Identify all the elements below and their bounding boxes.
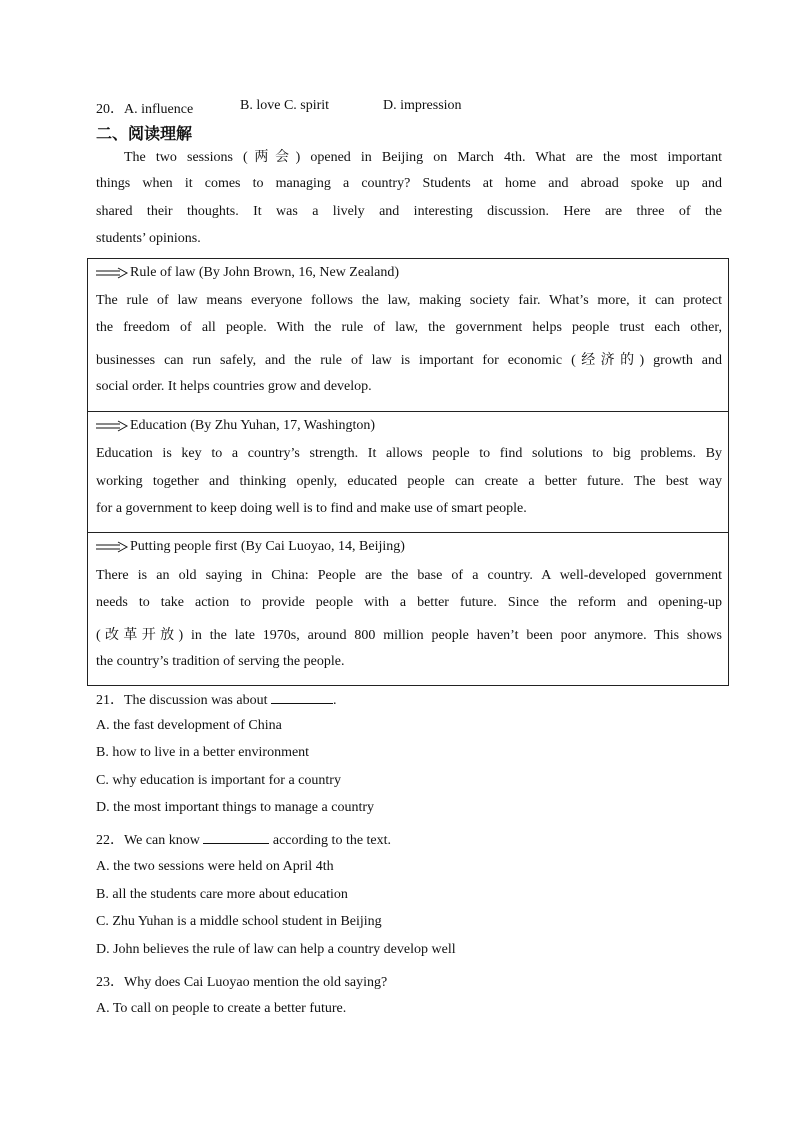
opinion-box-education xyxy=(87,411,729,533)
intro-line-1: The two sessions (两会) opened in Beijing on March 4th. What are the most important xyxy=(124,150,722,165)
q22-option-a: A. the two sessions were held on April 4th xyxy=(96,859,334,874)
question-23-stem: 23．Why does Cai Luoyao mention the old saying? xyxy=(96,975,388,990)
box-line: The rule of law means everyone follows the law, making society fair. What’s more, it can protect xyxy=(96,293,722,308)
opinion-box-people-first xyxy=(87,532,729,686)
question-22-stem xyxy=(96,829,391,849)
box-heading-text: Rule of law (By John Brown, 16, New Zealand) xyxy=(130,265,400,280)
option-a: A. influence xyxy=(124,102,194,117)
box-heading xyxy=(96,265,722,281)
box-line: needs to take action to provide people with a better future. Since the reform and opening-up xyxy=(96,595,722,610)
q21-option-d: D. the most important things to manage a country xyxy=(96,800,375,815)
question-number: 20． xyxy=(96,102,124,117)
box-line: (改革开放) in the late 1970s, around 800 million people haven’t been poor anymore. This shows xyxy=(96,628,722,643)
stem-end: . xyxy=(332,693,337,708)
box-heading xyxy=(96,539,722,555)
q21-option-c: C. why education is important for a country xyxy=(96,773,341,788)
box-line: the freedom of all people. With the rule of law, the government helps people trust each other, xyxy=(96,320,722,335)
q23-option-a: A. To call on people to create a better future. xyxy=(96,1001,347,1016)
q22-option-b: B. all the students care more about education xyxy=(96,887,348,902)
stem-text: 22．We can know xyxy=(96,833,200,848)
box-heading-text: Education (By Zhu Yuhan, 17, Washington) xyxy=(130,418,376,433)
question-20 xyxy=(96,98,193,118)
intro-line-4: students’ opinions. xyxy=(96,231,201,246)
option-d: D. impression xyxy=(383,98,462,113)
arrow-right-icon xyxy=(96,267,128,279)
box-line: social order. It helps countries grow and develop. xyxy=(96,379,372,394)
q21-option-b: B. how to live in a better environment xyxy=(96,745,310,760)
intro-line-2: things when it comes to managing a country? Students at home and abroad spoke up and xyxy=(96,176,722,191)
box-heading xyxy=(96,418,722,434)
answer-blank[interactable] xyxy=(203,833,269,844)
arrow-right-icon xyxy=(96,541,128,553)
q22-option-d: D. John believes the rule of law can help a country develop well xyxy=(96,942,456,957)
arrow-right-icon xyxy=(96,420,128,432)
stem-end: according to the text. xyxy=(272,833,392,848)
section-title: 二、阅读理解 xyxy=(96,124,193,143)
box-line: the country’s tradition of serving the people. xyxy=(96,654,345,669)
option-b-c: B. love C. spirit xyxy=(240,98,330,113)
box-heading-text: Putting people first (By Cai Luoyao, 14, Beijing) xyxy=(130,539,405,554)
box-line: Education is key to a country’s strength. It allows people to find solutions to big problems. By xyxy=(96,446,722,461)
box-line: There is an old saying in China: People are the base of a country. A well-developed government xyxy=(96,568,722,583)
intro-line-3: shared their thoughts. It was a lively and interesting discussion. Here are three of the xyxy=(96,204,722,219)
stem-text: 21．The discussion was about xyxy=(96,693,268,708)
opinion-box-rule-of-law xyxy=(87,258,729,412)
q22-option-c: C. Zhu Yuhan is a middle school student in Beijing xyxy=(96,914,382,929)
q21-option-a: A. the fast development of China xyxy=(96,718,282,733)
box-line: working together and thinking openly, educated people can create a better future. The best way xyxy=(96,474,722,489)
question-21-stem xyxy=(96,689,336,709)
box-line: businesses can run safely, and the rule of law is important for economic (经济的) growth and xyxy=(96,353,722,368)
answer-blank[interactable] xyxy=(271,693,333,704)
box-line: for a government to keep doing well is to find and make use of smart people. xyxy=(96,501,527,516)
